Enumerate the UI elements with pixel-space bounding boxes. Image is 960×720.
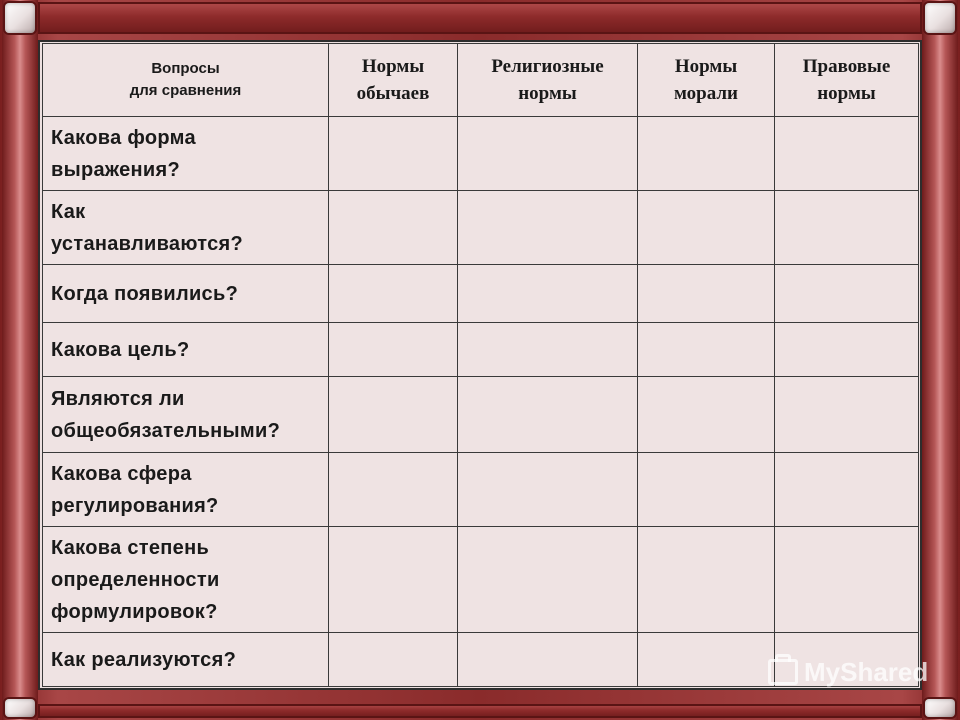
answer-cell[interactable]	[458, 265, 638, 323]
header-customs	[329, 44, 458, 117]
header-morals-line2: морали	[673, 83, 739, 104]
frame-cap-bottom-right	[925, 699, 955, 717]
header-questions	[43, 44, 329, 117]
header-customs-line2: обычаев	[356, 83, 430, 104]
frame-cap-top-right	[925, 3, 955, 33]
answer-cell[interactable]	[329, 117, 458, 191]
row-question	[43, 323, 329, 377]
header-morals-line1: Нормы	[674, 56, 738, 77]
answer-cell[interactable]	[775, 117, 919, 191]
answer-cell[interactable]	[638, 323, 775, 377]
header-questions-line1: Вопросы	[151, 60, 220, 77]
answer-cell[interactable]	[638, 453, 775, 527]
row-question	[43, 117, 329, 191]
answer-cell[interactable]	[775, 265, 919, 323]
watermark-text: MyShared	[804, 656, 929, 687]
answer-cell[interactable]	[775, 323, 919, 377]
header-questions-line2: для сравнения	[129, 82, 242, 99]
row-question	[43, 453, 329, 527]
answer-cell[interactable]	[458, 323, 638, 377]
row-question-line: общеобязательными?	[51, 419, 281, 442]
header-customs-line1: Нормы	[361, 56, 425, 77]
watermark	[768, 654, 928, 690]
table-row	[43, 453, 919, 527]
row-question-line: Как	[51, 200, 86, 223]
comparison-table	[42, 43, 919, 687]
answer-cell[interactable]	[775, 453, 919, 527]
row-question-line: Какова сфера	[51, 462, 192, 485]
answer-cell[interactable]	[458, 377, 638, 453]
frame-cap-top-left	[5, 3, 35, 33]
row-question-line: Какова степень	[51, 536, 210, 559]
answer-cell[interactable]	[775, 191, 919, 265]
answer-cell[interactable]	[638, 633, 775, 687]
row-question-line: Когда появились?	[51, 282, 239, 305]
header-legal-line2: нормы	[817, 83, 876, 104]
frame-cap-bottom-left	[5, 699, 35, 717]
header-legal	[775, 44, 919, 117]
answer-cell[interactable]	[638, 527, 775, 633]
answer-cell[interactable]	[329, 377, 458, 453]
row-question-line: выражения?	[51, 158, 181, 181]
row-question	[43, 527, 329, 633]
row-question-line: Как реализуются?	[51, 648, 237, 671]
frame-post-left	[2, 0, 38, 720]
answer-cell[interactable]	[638, 265, 775, 323]
answer-cell[interactable]	[329, 453, 458, 527]
answer-cell[interactable]	[458, 117, 638, 191]
row-question	[43, 377, 329, 453]
answer-cell[interactable]	[638, 377, 775, 453]
header-legal-line1: Правовые	[802, 56, 891, 77]
answer-cell[interactable]	[329, 323, 458, 377]
table-row	[43, 323, 919, 377]
header-religious-line2: нормы	[518, 83, 577, 104]
table-row	[43, 191, 919, 265]
answer-cell[interactable]	[458, 527, 638, 633]
answer-cell[interactable]	[775, 527, 919, 633]
frame-bar-bottom	[38, 704, 922, 718]
header-religious	[458, 44, 638, 117]
answer-cell[interactable]	[638, 117, 775, 191]
table-row	[43, 117, 919, 191]
answer-cell[interactable]	[458, 191, 638, 265]
watermark-logo-icon	[768, 659, 798, 685]
answer-cell[interactable]	[329, 527, 458, 633]
row-question	[43, 191, 329, 265]
answer-cell[interactable]	[458, 633, 638, 687]
row-question-line: Какова цель?	[51, 338, 190, 361]
table-row	[43, 377, 919, 453]
row-question-line: Какова форма	[51, 126, 196, 149]
row-question-line: Являются ли	[51, 387, 185, 410]
table-header-row	[43, 44, 919, 117]
answer-cell[interactable]	[329, 191, 458, 265]
row-question-line: определенности	[51, 568, 220, 591]
row-question	[43, 633, 329, 687]
answer-cell[interactable]	[775, 377, 919, 453]
table-row	[43, 527, 919, 633]
answer-cell[interactable]	[458, 453, 638, 527]
answer-cell[interactable]	[638, 191, 775, 265]
answer-cell[interactable]	[329, 265, 458, 323]
row-question-line: формулировок?	[51, 600, 218, 623]
row-question	[43, 265, 329, 323]
row-question-line: устанавливаются?	[51, 232, 243, 255]
table-row	[43, 265, 919, 323]
header-religious-line1: Религиозные	[491, 56, 604, 77]
header-morals	[638, 44, 775, 117]
row-question-line: регулирования?	[51, 494, 219, 517]
frame-post-right	[922, 0, 958, 720]
frame-bar-top	[38, 2, 922, 34]
answer-cell[interactable]	[329, 633, 458, 687]
